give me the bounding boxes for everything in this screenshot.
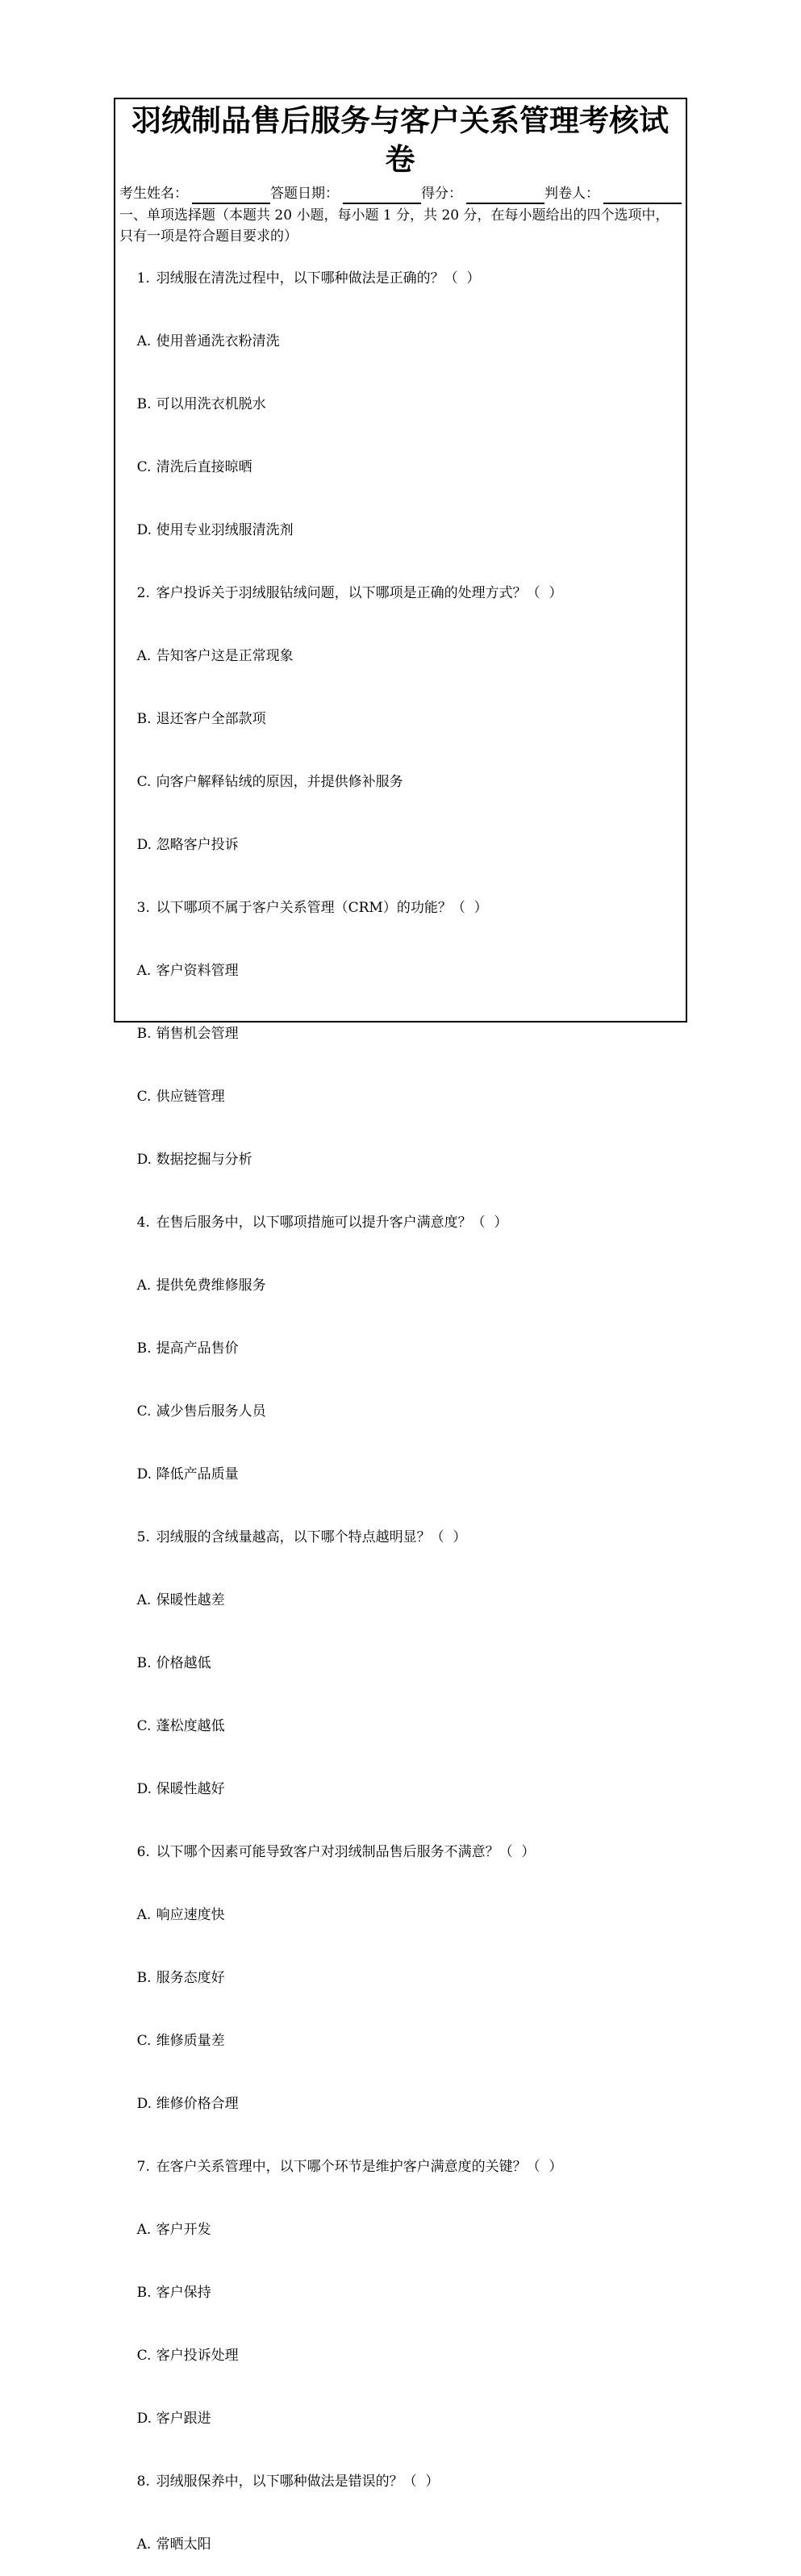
option-text: 退还客户全部款项 — [156, 711, 266, 727]
option-label: B. — [136, 1655, 152, 1671]
question-text: 羽绒服的含绒量越高，以下哪个特点越明显？（ ） — [156, 1529, 467, 1545]
option-label: D. — [136, 1781, 152, 1797]
question-option — [119, 1254, 681, 1317]
question-number: 8. — [136, 2474, 150, 2490]
option-text: 供应链管理 — [156, 1089, 225, 1105]
option-text: 保暖性越差 — [156, 1592, 225, 1608]
option-label: B. — [136, 2285, 152, 2301]
question-option — [119, 2261, 681, 2324]
question-stem — [119, 562, 681, 625]
option-label: C. — [136, 1718, 152, 1734]
question-stem — [119, 2135, 681, 2198]
option-text: 数据挖掘与分析 — [156, 1152, 252, 1168]
question-text: 以下哪项不属于客户关系管理（CRM）的功能？（ ） — [156, 900, 488, 916]
question-stem — [119, 876, 681, 939]
info-field-label: 得分： — [421, 186, 462, 202]
option-text: 保暖性越好 — [156, 1781, 225, 1797]
question-stem — [119, 1821, 681, 1884]
option-label: A. — [136, 2536, 152, 2553]
option-label: A. — [136, 648, 152, 664]
option-label: B. — [136, 711, 152, 727]
option-text: 减少售后服务人员 — [156, 1403, 266, 1420]
option-label: D. — [136, 1152, 152, 1168]
option-text: 向客户解释钻绒的原因，并提供修补服务 — [156, 774, 403, 790]
option-label: A. — [136, 1907, 152, 1923]
question-option — [119, 813, 681, 876]
option-label: D. — [136, 837, 152, 853]
section-heading — [119, 205, 681, 247]
option-label: A. — [136, 1592, 152, 1608]
option-text: 清洗后直接晾晒 — [156, 459, 252, 475]
option-label: C. — [136, 2033, 152, 2049]
question-option — [119, 1632, 681, 1695]
question-text: 客户投诉关于羽绒服钻绒问题，以下哪项是正确的处理方式？（ ） — [156, 585, 563, 601]
option-label: A. — [136, 1278, 152, 1294]
question-option — [119, 2513, 681, 2576]
question-number: 3. — [136, 900, 150, 916]
option-text: 维修质量差 — [156, 2033, 225, 2049]
question-option — [119, 1002, 681, 1065]
option-text: 常晒太阳 — [156, 2536, 211, 2553]
option-label: D. — [136, 2096, 152, 2112]
option-label: A. — [136, 2222, 152, 2238]
option-label: A. — [136, 963, 152, 979]
option-text: 忽略客户投诉 — [156, 837, 239, 853]
question-number: 4. — [136, 1215, 150, 1231]
question-text: 以下哪个因素可能导致客户对羽绒制品售后服务不满意？（ ） — [156, 1844, 536, 1860]
exam-title-line: 羽绒制品售后服务与客户关系管理考核试 — [131, 102, 669, 138]
info-field-blank[interactable] — [192, 186, 270, 204]
option-label: B. — [136, 396, 152, 412]
question-text: 羽绒服保养中，以下哪种做法是错误的？（ ） — [156, 2474, 440, 2490]
question-option — [119, 436, 681, 499]
option-label: A. — [136, 333, 152, 349]
question-option — [119, 1758, 681, 1821]
option-text: 销售机会管理 — [156, 1026, 239, 1042]
question-option — [119, 625, 681, 688]
option-text: 价格越低 — [156, 1655, 211, 1671]
option-label: C. — [136, 2348, 152, 2364]
info-field-blank[interactable] — [343, 186, 421, 204]
question-option — [119, 2387, 681, 2450]
exam-sheet — [114, 98, 687, 2553]
info-field-label: 考生姓名： — [119, 186, 188, 202]
question-option — [119, 499, 681, 562]
question-option — [119, 2072, 681, 2135]
question-option — [119, 939, 681, 1002]
info-field-label: 判卷人： — [544, 186, 599, 202]
question-stem — [119, 247, 681, 310]
question-text: 羽绒服在清洗过程中，以下哪种做法是正确的？（ ） — [156, 270, 481, 286]
question-stem — [119, 1191, 681, 1254]
question-option — [119, 1065, 681, 1128]
info-field — [270, 183, 421, 204]
option-text: 客户资料管理 — [156, 963, 239, 979]
option-text: 提高产品售价 — [156, 1340, 239, 1357]
info-field — [421, 183, 544, 204]
option-label: D. — [136, 2411, 152, 2427]
question-option — [119, 2324, 681, 2387]
question-option — [119, 1884, 681, 1947]
question-option — [119, 373, 681, 436]
option-text: 降低产品质量 — [156, 1466, 239, 1482]
question-option — [119, 1443, 681, 1506]
question-option — [119, 310, 681, 373]
question-option — [119, 1128, 681, 1191]
question-text: 在客户关系管理中，以下哪个环节是维护客户满意度的关键？（ ） — [156, 2159, 563, 2175]
question-number: 2. — [136, 585, 150, 601]
option-text: 告知客户这是正常现象 — [156, 648, 294, 664]
question-stem — [119, 2450, 681, 2513]
section-heading-line: 只有一项是符合题目要求的） — [119, 228, 298, 245]
option-label: B. — [136, 1026, 152, 1042]
section-heading-line: 一、单项选择题（本题共 20 小题，每小题 1 分，共 20 分，在每小题给出的四个选项中， — [119, 207, 670, 224]
info-field-label: 答题日期： — [270, 186, 339, 202]
info-field — [544, 183, 682, 204]
question-text: 在售后服务中，以下哪项措施可以提升客户满意度？（ ） — [156, 1215, 508, 1231]
exam-content — [119, 205, 681, 2576]
option-text: 使用专业羽绒服清洗剂 — [156, 522, 294, 538]
question-number: 7. — [136, 2159, 150, 2175]
question-option — [119, 2009, 681, 2072]
option-text: 维修价格合理 — [156, 2096, 239, 2112]
info-field-blank[interactable] — [466, 186, 544, 204]
option-label: C. — [136, 774, 152, 790]
question-option — [119, 1947, 681, 2009]
question-option — [119, 1695, 681, 1758]
info-field — [119, 183, 270, 204]
option-text: 服务态度好 — [156, 1970, 225, 1986]
question-list — [119, 247, 681, 2576]
option-label: D. — [136, 522, 152, 538]
option-text: 蓬松度越低 — [156, 1718, 225, 1734]
option-label: B. — [136, 1970, 152, 1986]
option-text: 客户开发 — [156, 2222, 211, 2238]
question-option — [119, 1569, 681, 1632]
option-text: 客户投诉处理 — [156, 2348, 239, 2364]
option-text: 客户保持 — [156, 2285, 211, 2301]
option-label: B. — [136, 1340, 152, 1357]
option-text: 响应速度快 — [156, 1907, 225, 1923]
question-number: 6. — [136, 1844, 150, 1860]
question-option — [119, 1380, 681, 1443]
exam-title-line: 卷 — [385, 141, 415, 177]
question-option — [119, 1317, 681, 1380]
question-stem — [119, 1506, 681, 1569]
question-number: 5. — [136, 1529, 150, 1545]
question-option — [119, 2198, 681, 2261]
exam-title — [119, 101, 681, 178]
option-text: 使用普通洗衣粉清洗 — [156, 333, 280, 349]
question-option — [119, 751, 681, 813]
info-field-blank[interactable] — [603, 186, 682, 204]
option-text: 客户跟进 — [156, 2411, 211, 2427]
option-text: 可以用洗衣机脱水 — [156, 396, 266, 412]
info-row — [119, 183, 666, 204]
option-label: D. — [136, 1466, 152, 1482]
option-label: C. — [136, 1403, 152, 1420]
question-option — [119, 688, 681, 751]
option-text: 提供免费维修服务 — [156, 1278, 266, 1294]
option-label: C. — [136, 1089, 152, 1105]
option-label: C. — [136, 459, 152, 475]
question-number: 1. — [136, 270, 150, 286]
